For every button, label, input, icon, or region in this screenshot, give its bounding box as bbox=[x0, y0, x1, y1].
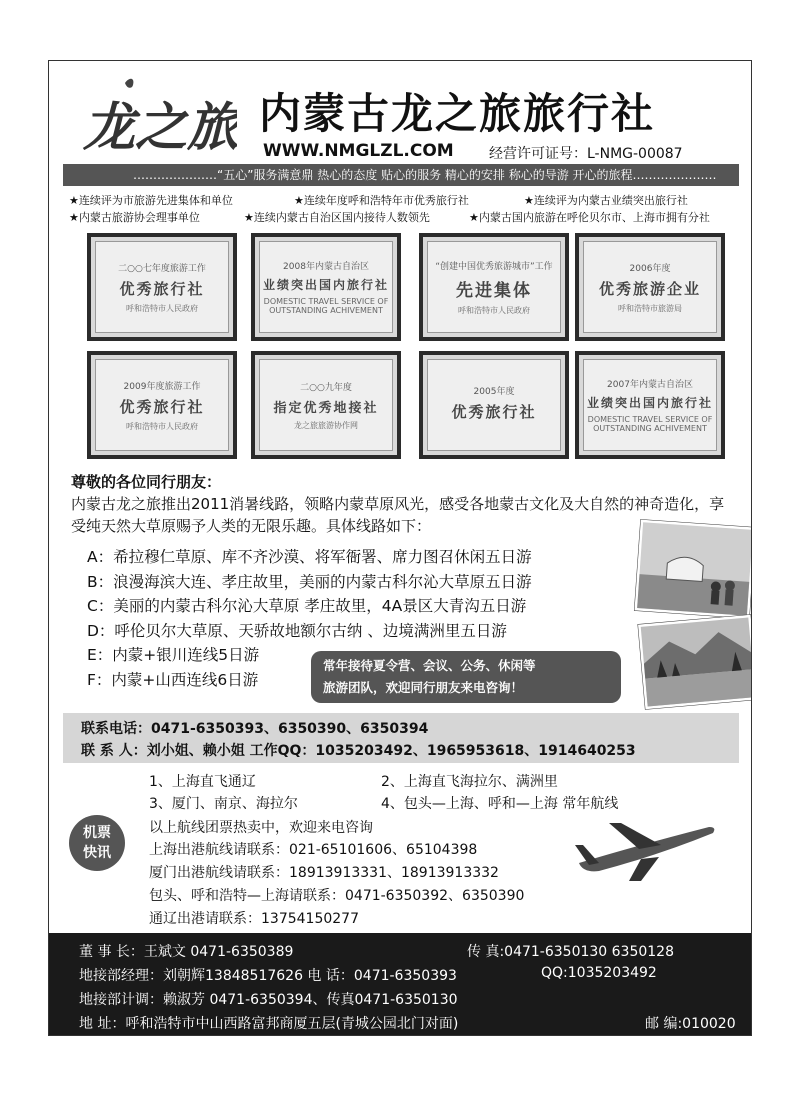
certificate-title: 先进集体 bbox=[456, 280, 532, 301]
certificate-issuer: 呼和浩特市旅游局 bbox=[618, 303, 682, 313]
qq-info: QQ:1035203492 bbox=[541, 965, 657, 981]
route-item: B：浪漫海滨大连、孝庄故里，美丽的内蒙古科尔沁大草原五日游 bbox=[87, 572, 532, 591]
contact-box bbox=[63, 713, 739, 763]
airplane-icon bbox=[569, 815, 719, 885]
flight-route: 2、上海直飞海拉尔、满洲里 bbox=[381, 774, 558, 790]
yurt-photo bbox=[634, 519, 752, 619]
chairman-info: 董 事 长：王斌文 0471-6350389 bbox=[79, 944, 294, 960]
route-item: C：美丽的内蒙古科尔沁大草原 孝庄故里，4A景区大青沟五日游 bbox=[87, 597, 527, 615]
route-item: F：内蒙+山西连线6日游 bbox=[87, 670, 259, 689]
company-name: 内蒙古龙之旅旅行社 bbox=[259, 89, 656, 138]
dispatcher-info: 地接部计调：赖淑芳 0471-6350394、传真0471-6350130 bbox=[79, 992, 458, 1008]
honor-item: ★连续内蒙古自治区国内接待人数领先 bbox=[244, 211, 430, 224]
certificate-heading: 2006年度 bbox=[629, 263, 671, 274]
fax-info: 传 真:0471-6350130 6350128 bbox=[467, 944, 674, 960]
ticket-news-badge bbox=[69, 815, 125, 871]
contact-phone: 联系电话：0471-6350393、6350390、6350394 bbox=[81, 721, 429, 737]
footer-contact-bar bbox=[49, 933, 752, 1036]
address-info: 地 址：呼和浩特市中山西路富邦商厦五层(青城公园北门对面) bbox=[79, 1016, 459, 1032]
certificate-heading: 二○○九年度 bbox=[300, 382, 352, 393]
intro-paragraph: 内蒙古龙之旅推出2011消暑线路，领略内蒙草原风光，感受各地蒙古文化及大自然的神奇造化，享受纯天然大草原赐予人类的无限乐趣。具体线路如下： bbox=[71, 495, 725, 535]
flight-contact: 包头、呼和浩特—上海请联系：0471-6350392、6350390 bbox=[149, 888, 525, 904]
logo-text: 龙之旅 bbox=[83, 97, 237, 158]
certificate-title: 优秀旅行社 bbox=[119, 279, 205, 298]
certificate-issuer: 呼和浩特市人民政府 bbox=[126, 303, 198, 313]
certificate-heading: 2009年度旅游工作 bbox=[123, 381, 201, 392]
honor-item: ★内蒙古国内旅游在呼伦贝尔市、上海市拥有分社 bbox=[469, 211, 710, 224]
callout-line: 常年接待夏令营、会议、公务、休闲等 bbox=[323, 658, 536, 673]
honor-item: ★连续评为市旅游先进集体和单位 bbox=[69, 194, 233, 207]
certificate-title: 优秀旅行社 bbox=[119, 397, 205, 416]
certificate-issuer: 龙之旅旅游协作网 bbox=[294, 420, 358, 430]
certificate bbox=[419, 351, 569, 459]
certificate bbox=[575, 233, 725, 341]
certificate-issuer: DOMESTIC TRAVEL SERVICE OF OUTSTANDING ACHIVEMENT bbox=[263, 297, 389, 315]
license-number: 经营许可证号：L-NMG-00087 bbox=[489, 146, 683, 162]
certificate-title: 业绩突出国内旅行社 bbox=[262, 278, 389, 292]
route-item: D：呼伦贝尔大草原、天骄故地额尔古纳 、边境满洲里五日游 bbox=[87, 621, 507, 640]
badge-line: 快讯 bbox=[83, 845, 111, 861]
certificate-heading: 2008年内蒙古自治区 bbox=[283, 262, 369, 272]
certificate-heading: 2007年内蒙古自治区 bbox=[607, 380, 693, 390]
flight-route: 3、厦门、南京、海拉尔 bbox=[149, 796, 298, 812]
flight-route: 1、上海直飞通辽 bbox=[149, 774, 256, 790]
slogan-banner: …………………“五心”服务满意鼎 热心的态度 贴心的服务 精心的安排 称心的导游 开心的旅程………………… bbox=[63, 164, 739, 186]
certificate-heading: “创建中国优秀旅游城市”工作 bbox=[435, 261, 553, 272]
honor-item: ★连续评为内蒙古业绩突出旅行社 bbox=[524, 194, 688, 207]
route-item: E：内蒙+银川连线5日游 bbox=[87, 646, 260, 664]
certificate-title: 优秀旅行社 bbox=[451, 403, 537, 421]
route-item: A：希拉穆仁草原、库不齐沙漠、将军衙署、席力图召休闲五日游 bbox=[87, 548, 532, 566]
certificate-title: 优秀旅游企业 bbox=[598, 279, 701, 298]
certificate-issuer: DOMESTIC TRAVEL SERVICE OF OUTSTANDING ACHIVEMENT bbox=[587, 415, 713, 433]
honor-item: ★连续年度呼和浩特年市优秀旅行社 bbox=[294, 194, 469, 207]
flight-contact: 上海出港航线请联系：021-65101606、65104398 bbox=[149, 842, 478, 858]
certificate-issuer: 呼和浩特市人民政府 bbox=[126, 421, 198, 431]
certificate bbox=[251, 351, 401, 459]
flight-contact: 通辽出港请联系：13754150277 bbox=[149, 911, 359, 927]
grassland-photo bbox=[637, 614, 752, 710]
certificate bbox=[419, 233, 569, 341]
certificate bbox=[87, 233, 237, 341]
certificate-title: 业绩突出国内旅行社 bbox=[586, 396, 713, 410]
postcode-info: 邮 编:010020 bbox=[645, 1016, 736, 1032]
logo-graphic bbox=[77, 73, 237, 163]
advertisement-page bbox=[48, 60, 752, 1036]
contact-persons: 联 系 人：刘小姐、赖小姐 工作QQ：1035203492、1965953618、1914640253 bbox=[81, 743, 636, 759]
greeting: 尊敬的各位同行朋友： bbox=[71, 473, 222, 491]
website-url[interactable]: WWW.NMGLZL.COM bbox=[263, 141, 454, 161]
certificate-issuer: 呼和浩特市人民政府 bbox=[458, 305, 530, 315]
certificate-heading: 二○○七年度旅游工作 bbox=[118, 263, 206, 274]
badge-line: 机票 bbox=[83, 825, 111, 841]
group-service-callout bbox=[311, 651, 621, 703]
certificate bbox=[87, 351, 237, 459]
callout-line: 旅游团队，欢迎同行朋友来电咨询！ bbox=[323, 680, 524, 695]
flight-note: 以上航线团票热卖中，欢迎来电咨询 bbox=[149, 820, 373, 836]
certificate bbox=[575, 351, 725, 459]
certificate-gallery bbox=[87, 233, 727, 463]
flight-contact: 厦门出港航线请联系：18913913331、18913913332 bbox=[149, 865, 499, 881]
manager-info: 地接部经理：刘朝辉13848517626 电 话：0471-6350393 bbox=[79, 968, 457, 984]
honors-list bbox=[69, 192, 739, 226]
certificate bbox=[251, 233, 401, 341]
honor-item: ★内蒙古旅游协会理事单位 bbox=[69, 211, 200, 224]
flight-route: 4、包头—上海、呼和—上海 常年航线 bbox=[381, 796, 619, 812]
certificate-heading: 2005年度 bbox=[473, 387, 515, 397]
certificate-title: 指定优秀地接社 bbox=[273, 400, 379, 416]
company-logo bbox=[77, 73, 237, 163]
